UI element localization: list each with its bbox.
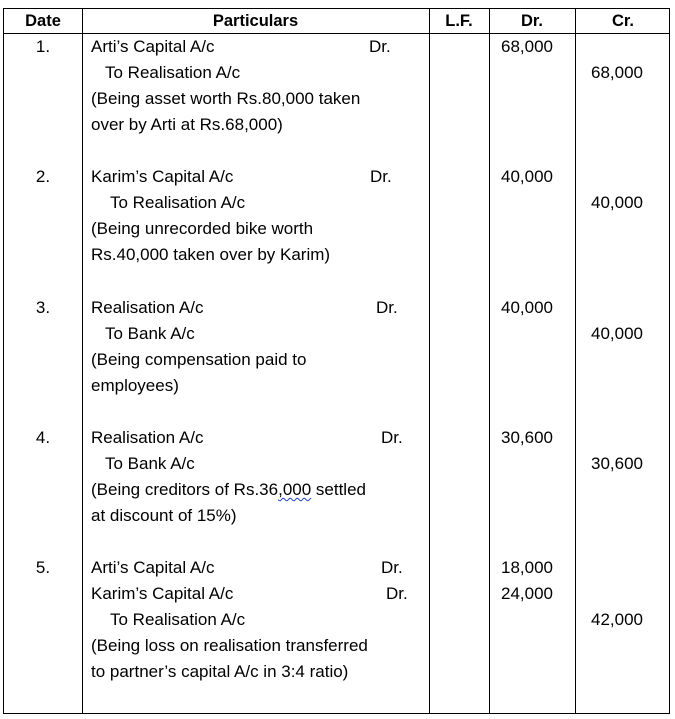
- entry-number: 5.: [35, 558, 51, 577]
- dr-marker: Dr.: [370, 167, 392, 186]
- narration-line: (Being unrecorded bike worth: [91, 219, 314, 238]
- narration-line: at discount of 15%): [91, 506, 237, 525]
- spellcheck-underline: ,000: [278, 480, 312, 499]
- credit-amount: 40,000: [591, 324, 643, 343]
- debit-amount: 68,000: [501, 37, 553, 56]
- entry-number: 1.: [35, 37, 51, 56]
- credit-account: To Realisation A/c: [110, 610, 246, 629]
- narration-line: (Being loss on realisation transferred: [91, 636, 368, 655]
- credit-account: To Bank A/c: [105, 324, 195, 343]
- column-divider: [429, 9, 430, 713]
- debit-account: Karim’s Capital A/c: [91, 167, 234, 186]
- narration-line: [91, 477, 366, 503]
- dr-marker: Dr.: [376, 298, 398, 317]
- credit-amount: 42,000: [591, 610, 643, 629]
- entry-number: 2.: [35, 167, 51, 186]
- credit-amount: 68,000: [591, 63, 643, 82]
- debit-account: Arti’s Capital A/c: [91, 558, 215, 577]
- entry-number: 3.: [35, 298, 51, 317]
- debit-account: Arti’s Capital A/c: [91, 37, 215, 56]
- header-lf: L.F.: [445, 12, 473, 30]
- debit-amount: 24,000: [501, 584, 553, 603]
- debit-amount: 40,000: [501, 167, 553, 186]
- dr-marker: Dr.: [381, 558, 403, 577]
- narration-line: (Being compensation paid to: [91, 350, 307, 369]
- journal-table: [3, 8, 670, 714]
- narration-line: employees): [91, 376, 179, 395]
- debit-amount: 18,000: [501, 558, 553, 577]
- narration-line: over by Arti at Rs.68,000): [91, 115, 283, 134]
- debit-amount: 30,600: [501, 428, 553, 447]
- column-divider: [489, 9, 490, 713]
- header-date: Date: [25, 12, 61, 30]
- column-divider: [82, 9, 83, 713]
- credit-account: To Bank A/c: [105, 454, 195, 473]
- dr-marker: Dr.: [386, 584, 408, 603]
- credit-amount: 30,600: [591, 454, 643, 473]
- entry-number: 4.: [35, 428, 51, 447]
- narration-line: to partner’s capital A/c in 3:4 ratio): [91, 662, 349, 681]
- narration-line: (Being asset worth Rs.80,000 taken: [91, 89, 361, 108]
- dr-marker: Dr.: [369, 37, 391, 56]
- narration-text: (Being creditors of Rs.36,000 settled: [91, 480, 366, 499]
- debit-account: Realisation A/c: [91, 428, 204, 447]
- debit-amount: 40,000: [501, 298, 553, 317]
- narration-line: Rs.40,000 taken over by Karim): [91, 245, 331, 264]
- credit-account: To Realisation A/c: [110, 193, 246, 212]
- debit-account: Karim’s Capital A/c: [91, 584, 234, 603]
- debit-account: Realisation A/c: [91, 298, 204, 317]
- credit-amount: 40,000: [591, 193, 643, 212]
- header-cr: Cr.: [611, 12, 634, 30]
- header-particulars: Particulars: [212, 12, 299, 30]
- credit-account: To Realisation A/c: [105, 63, 241, 82]
- dr-marker: Dr.: [381, 428, 403, 447]
- header-dr: Dr.: [520, 12, 543, 30]
